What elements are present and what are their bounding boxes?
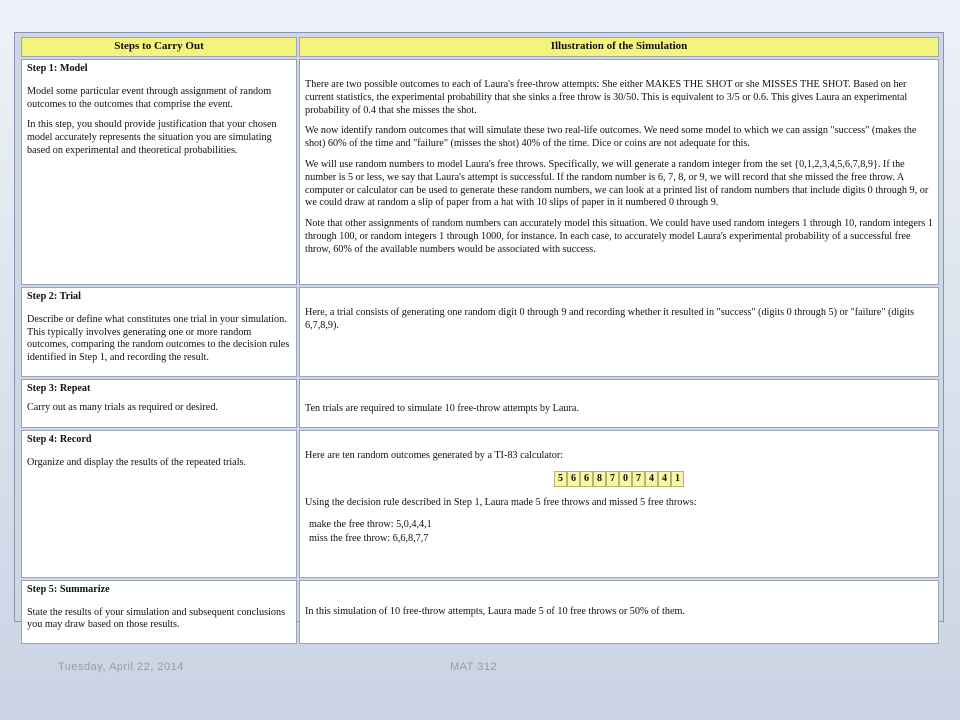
digit-cell: 4: [645, 471, 658, 488]
step-4-illus-after: Using the decision rule described in Step 1, Laura made 5 free throws and missed 5 free throws:: [305, 497, 697, 509]
step-3-left: [21, 379, 297, 428]
table-header-row: [21, 37, 939, 57]
digit-cell: 0: [619, 471, 632, 488]
make-free-throw-line: make the free throw: 5,0,4,4,1: [309, 519, 432, 531]
simulation-table-image: [14, 32, 944, 631]
step-4-right: [299, 430, 939, 578]
digit-cell: 8: [593, 471, 606, 488]
digit-cell: 6: [567, 471, 580, 488]
digit-cell: 7: [606, 471, 619, 488]
step-5-right: [299, 580, 939, 644]
digit-cell: 1: [671, 471, 684, 488]
step-3-right: [299, 379, 939, 428]
step-5-illus-1: In this simulation of 10 free-throw attempts, Laura made 5 of 10 free throws or 50% of them.: [305, 605, 685, 617]
step-1-illus-3: We will use random numbers to model Laura's free throws. Specifically, we will generate a random integer from the set {0,1,2,3,4,5,6,7,8,9}. If the number is 5 or less, we say that Laura's attempt is successful. If the random number is 6, 7, 8, or 9, we will record that she missed the free throw. A computer or calculator can be used to generate these random numbers, we can look at a printed list of random numbers that include digits 0 through 9, or we could draw at random a slip of paper from a hat with 10 slips of paper in it numbered 0 through 9.: [305, 158, 929, 209]
step-1-right: [299, 59, 939, 285]
digit-cell: 5: [554, 471, 567, 488]
table-row: [21, 580, 939, 644]
table-row: [21, 430, 939, 578]
step-1-left: [21, 59, 297, 285]
step-3-illus-1: Ten trials are required to simulate 10 free-throw attempts by Laura.: [305, 402, 579, 414]
step-5-desc-1: State the results of your simulation and subsequent conclusions you may draw based on those results.: [27, 606, 286, 631]
step-1-illus-1: There are two possible outcomes to each of Laura's free-throw attempts: She either MAKES THE SHOT or she MISSES THE SHOT. Based on her current statistics, the experimental probability that she sinks a free throw is 30/50. This is equivalent to 3/5 or 0.6. This gives Laura an experimental probability of 0.4 that she misses the shot.: [305, 79, 908, 116]
step-4-title: Step 4: Record: [27, 433, 92, 445]
step-2-title: Step 2: Trial: [27, 291, 81, 302]
step-5-left: [21, 580, 297, 644]
miss-free-throw-line: miss the free throw: 6,6,8,7,7: [309, 533, 429, 545]
step-3-title: Step 3: Repeat: [27, 382, 91, 394]
step-1-illus-2: We now identify random outcomes that will simulate these two real-life outcomes. We need some model to which we can assign "success" (makes the shot) 60% of the time and "failure" (misses the shot) 40% of the time. Dice or coins are not adequate for this.: [305, 125, 917, 150]
step-4-left: [21, 430, 297, 578]
step-4-desc-1: Organize and display the results of the repeated trials.: [27, 456, 247, 468]
header-illustration: Illustration of the Simulation: [299, 37, 939, 57]
table-row: [21, 59, 939, 285]
table-row: [21, 287, 939, 377]
step-5-title: Step 5: Summarize: [27, 583, 110, 595]
step-4-illus-intro: Here are ten random outcomes generated by a TI-83 calculator:: [305, 449, 564, 461]
step-1-illus-4: Note that other assignments of random numbers can accurately model this situation. We could have used random integers 1 through 10, random integers 1 through 100, or random integers 1 through 1000, for instance. In each case, to accurately model Laura's experimental probability of a successful free throw, 60% of the available numbers would be associated with success.: [305, 218, 933, 255]
header-steps: Steps to Carry Out: [21, 37, 297, 57]
step-2-illus-1: Here, a trial consists of generating one random digit 0 through 9 and recording whether it resulted in "success" (digits 0 through 5) or "failure" (digits 6,7,8,9).: [305, 307, 915, 331]
step-2-right: [299, 287, 939, 377]
step-1-title: Step 1: Model: [27, 63, 88, 74]
digit-cell: 6: [580, 471, 593, 488]
step-1-desc-2: In this step, you should provide justification that your chosen model accurately represents the situation you are simulating based on experimental and theoretical probabilities.: [27, 119, 277, 156]
step-1-desc-1: Model some particular event through assignment of random outcomes to the outcomes that comprise the event.: [27, 85, 272, 110]
digit-cell: 4: [658, 471, 671, 488]
simulation-steps-table: [19, 35, 941, 646]
step-2-desc-1: Describe or define what constitutes one trial in your simulation. This typically involves generating one or more random outcomes, comparing the random outcomes to the decision rules identified in Step 1, and recording the result.: [27, 313, 290, 364]
footer-course: MAT 312: [450, 661, 498, 673]
digit-cell: 7: [632, 471, 645, 488]
step-2-left: [21, 287, 297, 377]
step-3-desc-1: Carry out as many trials as required or desired.: [27, 401, 218, 413]
random-digits: [305, 471, 933, 488]
table-row: [21, 379, 939, 428]
footer-date: Tuesday, April 22, 2014: [58, 661, 184, 673]
